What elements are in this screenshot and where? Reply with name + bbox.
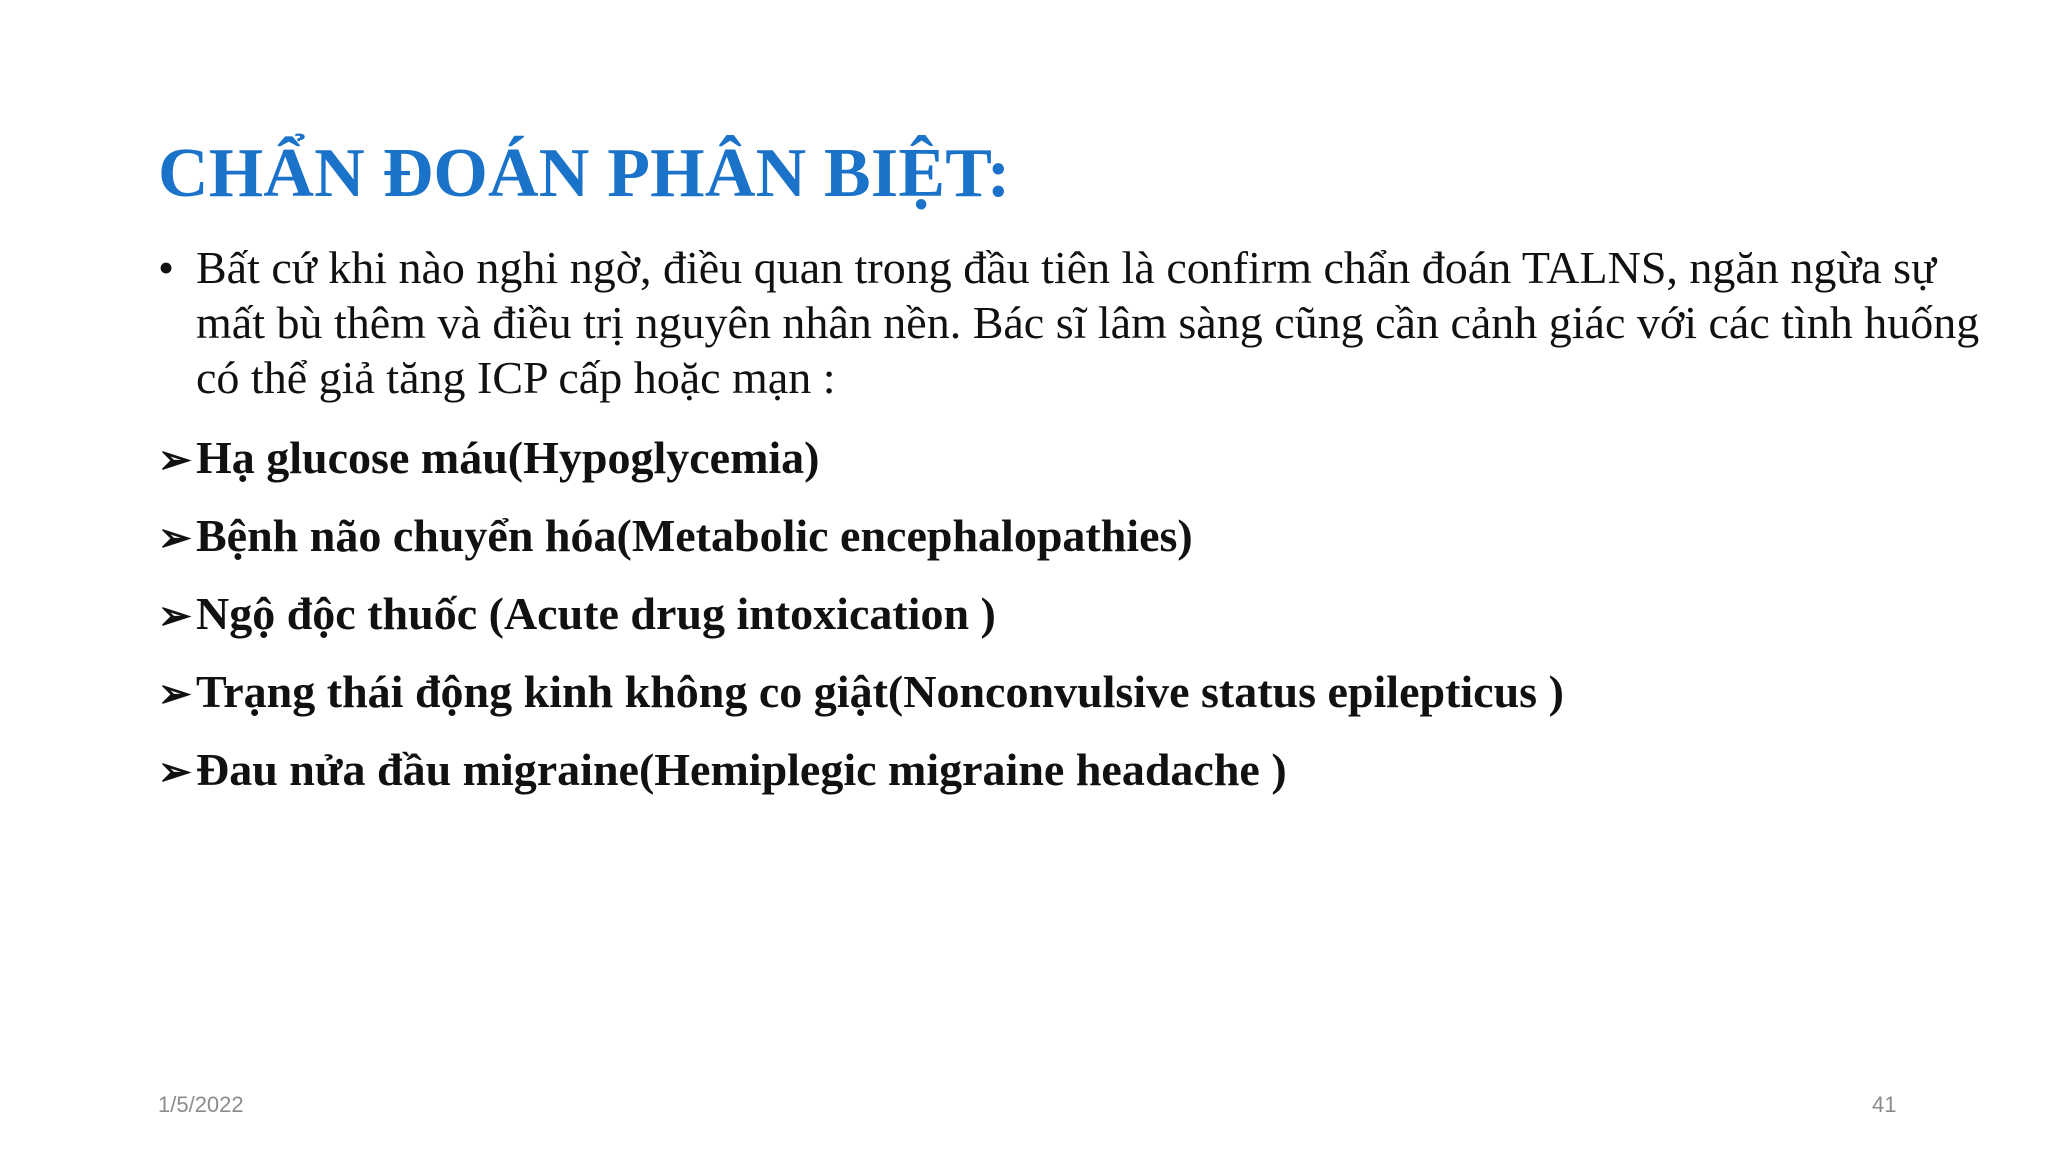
arrow-bullet-icon: ➢ (158, 593, 192, 638)
list-item-text: Trạng thái động kinh không co giật(Nonconvulsive status epilepticus ) (196, 666, 1564, 717)
intro-bullet (158, 240, 1998, 405)
differential-list (158, 422, 1564, 812)
slide-title: CHẨN ĐOÁN PHÂN BIỆT: (158, 135, 1011, 212)
intro-text: Bất cứ khi nào nghi ngờ, điều quan trong đầu tiên là confirm chẩn đoán TALNS, ngăn ngừa sự mất bù thêm và điều trị nguyên nhân nền. Bác sĩ lâm sàng cũng cần cảnh giác với các tình huống có thể giả tăng ICP cấp hoặc mạn : (196, 242, 1980, 403)
list-item-text: Hạ glucose máu(Hypoglycemia) (196, 432, 820, 483)
list-item-text: Ngộ độc thuốc (Acute drug intoxication ) (196, 588, 996, 639)
list-item-text: Đau nửa đầu migraine(Hemiplegic migraine headache ) (196, 744, 1287, 795)
bullet-dot-icon: • (158, 242, 175, 293)
list-item (158, 578, 1564, 656)
list-item (158, 500, 1564, 578)
arrow-bullet-icon: ➢ (158, 437, 192, 482)
list-item-text: Bệnh não chuyển hóa(Metabolic encephalopathies) (196, 510, 1193, 561)
list-item (158, 656, 1564, 734)
list-item (158, 422, 1564, 500)
arrow-bullet-icon: ➢ (158, 671, 192, 716)
arrow-bullet-icon: ➢ (158, 515, 192, 560)
footer-date: 1/5/2022 (158, 1092, 244, 1117)
page-number: 41 (1872, 1092, 1897, 1117)
list-item (158, 734, 1564, 812)
arrow-bullet-icon: ➢ (158, 749, 192, 794)
